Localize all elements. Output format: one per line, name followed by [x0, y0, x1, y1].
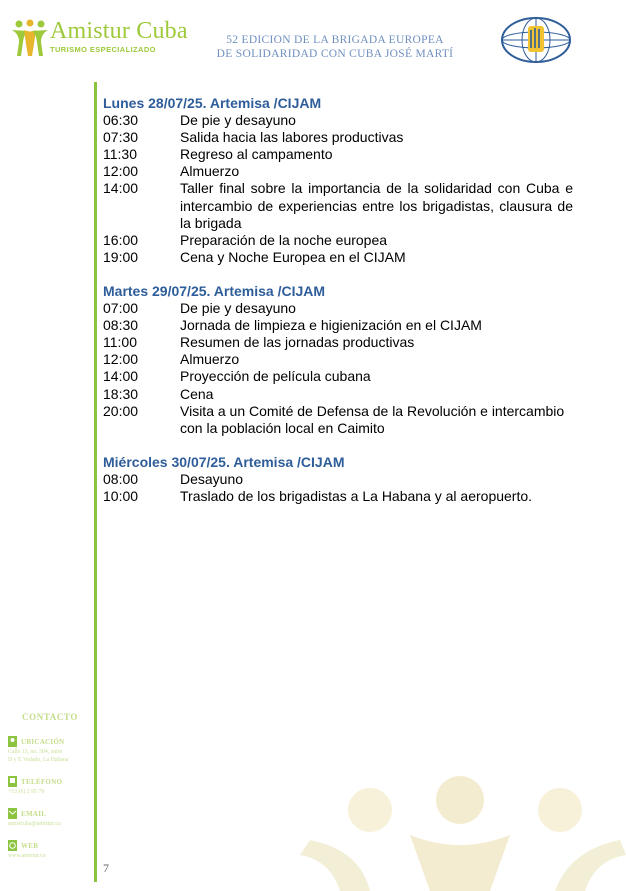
contact-panel — [8, 712, 90, 872]
item-text: Visita a un Comité de Defensa de la Revolución e intercambio con la población local en Caimito — [180, 402, 565, 436]
watermark-figures-icon — [300, 760, 626, 891]
item-text: Preparación de la noche europea — [180, 231, 388, 248]
item-time: 07:00 — [103, 300, 139, 317]
location-line-1: Calle 13, no. 504, entre — [8, 749, 63, 755]
contact-title: CONTACTO — [22, 712, 78, 722]
page-number: 7 — [103, 861, 109, 875]
item-time: 20:00 — [103, 402, 139, 419]
item-text: Proyección de película cubana — [180, 368, 371, 385]
schedule-item — [103, 488, 573, 505]
document-title — [200, 33, 470, 61]
day-block-lunes — [103, 95, 573, 266]
globe-emblem-icon — [500, 16, 572, 64]
item-text: Cena — [180, 385, 214, 402]
item-time: 16:00 — [103, 231, 139, 248]
contact-web — [8, 840, 90, 860]
web-value[interactable]: www.amistur.cu — [8, 853, 46, 859]
schedule-item — [103, 351, 573, 368]
item-text: Regreso al campamento — [180, 146, 333, 163]
logo-name: Amistur Cuba — [50, 18, 188, 44]
schedule-item — [103, 368, 573, 385]
schedule-content — [103, 95, 573, 522]
item-text: Cena y Noche Europea en el CIJAM — [180, 248, 406, 265]
schedule-item — [103, 403, 573, 437]
item-time: 10:00 — [103, 487, 139, 504]
schedule-item — [103, 112, 573, 129]
title-line-2: DE SOLIDARIDAD CON CUBA JOSÉ MARTÍ — [216, 48, 454, 60]
email-value[interactable]: amistcuba@amistur.cu — [8, 821, 61, 827]
schedule-item — [103, 129, 573, 146]
contact-location — [8, 736, 90, 764]
left-margin-rule — [94, 82, 97, 882]
location-label: UBICACIÓN — [21, 737, 65, 746]
day-heading: Miércoles 30/07/25. Artemisa /CIJAM — [103, 453, 345, 470]
item-text: Almuerzo — [180, 163, 240, 180]
contact-email — [8, 808, 90, 828]
contact-phone — [8, 776, 90, 796]
logo-tagline: TURISMO ESPECIALIZADO — [50, 45, 156, 54]
amistur-figures-icon — [10, 18, 50, 58]
item-text: De pie y desayuno — [180, 300, 296, 317]
email-label: EMAIL — [21, 809, 47, 818]
location-line-2: D y E Vedado, La Habana — [8, 757, 69, 763]
schedule-item — [103, 386, 573, 403]
item-time: 08:00 — [103, 470, 139, 487]
item-time: 14:00 — [103, 368, 139, 385]
item-text: Desayuno — [180, 470, 244, 487]
item-text: Resumen de las jornadas productivas — [180, 334, 415, 351]
item-time: 07:30 — [103, 129, 139, 146]
phone-label: TELÉFONO — [21, 777, 63, 786]
phone-icon — [8, 776, 17, 787]
item-text: Almuerzo — [180, 351, 240, 368]
schedule-item — [103, 180, 573, 231]
schedule-item — [103, 317, 573, 334]
location-icon — [8, 736, 17, 747]
day-block-miercoles — [103, 454, 573, 505]
schedule-item — [103, 232, 573, 249]
item-text: De pie y desayuno — [180, 112, 296, 129]
schedule-item — [103, 146, 573, 163]
item-time: 11:00 — [103, 334, 137, 351]
schedule-item — [103, 300, 573, 317]
day-heading: Lunes 28/07/25. Artemisa /CIJAM — [103, 95, 322, 111]
schedule-item — [103, 471, 573, 488]
web-label: WEB — [21, 841, 39, 850]
web-icon — [8, 840, 17, 851]
schedule-item — [103, 163, 573, 180]
item-time: 06:30 — [103, 112, 139, 129]
title-line-1: 52 EDICION DE LA BRIGADA EUROPEA — [226, 34, 444, 46]
item-time: 08:30 — [103, 317, 139, 334]
email-icon — [8, 808, 17, 819]
day-block-martes — [103, 283, 573, 437]
amistur-logo — [10, 18, 188, 60]
item-text: Taller final sobre la importancia de la solidaridad con Cuba e intercambio de experiencias entre los brigadistas, clausura de la brigada — [180, 180, 573, 231]
item-time: 18:30 — [103, 385, 139, 402]
item-text: Traslado de los brigadistas a La Habana y al aeropuerto. — [180, 487, 533, 504]
item-time: 12:00 — [103, 163, 139, 180]
item-text: Jornada de limpieza e higienización en el CIJAM — [180, 317, 482, 334]
item-time: 12:00 — [103, 351, 139, 368]
day-heading: Martes 29/07/25. Artemisa /CIJAM — [103, 282, 326, 299]
item-time: 19:00 — [103, 248, 139, 265]
item-time: 11:30 — [103, 146, 137, 163]
item-text: Salida hacia las labores productivas — [180, 129, 404, 146]
schedule-item — [103, 249, 573, 266]
phone-value: +53 (6) 2 95 79 — [8, 789, 45, 795]
item-time: 14:00 — [103, 180, 139, 197]
schedule-item — [103, 334, 573, 351]
